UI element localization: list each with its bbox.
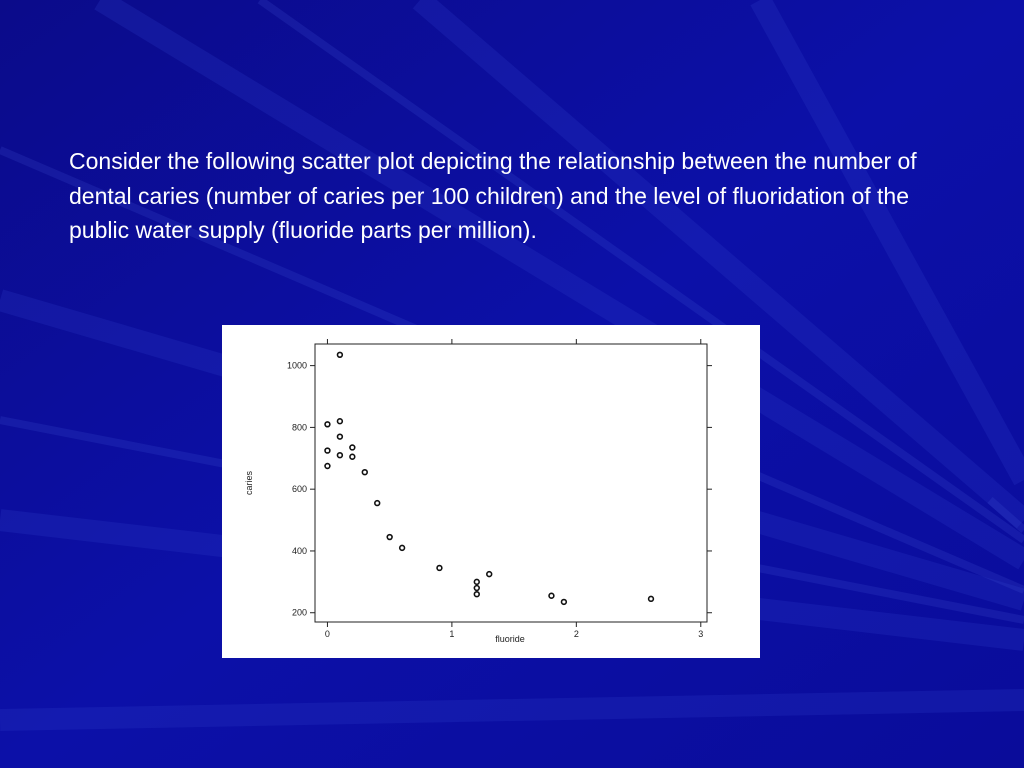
data-point xyxy=(337,352,342,357)
data-point xyxy=(350,445,355,450)
x-axis-title: fluoride xyxy=(495,634,525,644)
data-point xyxy=(337,453,342,458)
y-tick-label: 600 xyxy=(291,484,307,495)
data-point xyxy=(325,448,330,453)
x-axis-ticks xyxy=(325,339,703,639)
x-tick-label: 2 xyxy=(573,629,579,639)
y-tick-label: 800 xyxy=(291,422,307,433)
data-point xyxy=(474,592,479,597)
data-point xyxy=(437,566,442,571)
data-point xyxy=(325,422,330,427)
data-point xyxy=(337,434,342,439)
data-point xyxy=(387,535,392,540)
data-point xyxy=(375,501,380,506)
data-point xyxy=(561,600,566,605)
data-point xyxy=(474,586,479,591)
x-tick-label: 3 xyxy=(698,629,704,639)
data-point xyxy=(325,464,330,469)
plot-frame xyxy=(315,344,707,622)
y-tick-label: 200 xyxy=(291,607,307,618)
y-axis-title: caries xyxy=(244,470,254,496)
data-points xyxy=(325,352,653,604)
y-tick-label: 400 xyxy=(291,545,307,556)
data-point xyxy=(400,545,405,550)
y-tick-label: 1000 xyxy=(286,360,307,371)
data-point xyxy=(487,572,492,577)
data-point xyxy=(474,579,479,584)
data-point xyxy=(362,470,367,475)
scatter-plot xyxy=(222,325,760,658)
data-point xyxy=(350,454,355,459)
scatter-plot-svg xyxy=(222,325,760,658)
y-axis-ticks xyxy=(287,361,712,618)
data-point xyxy=(649,596,654,601)
x-tick-label: 0 xyxy=(324,629,330,639)
slide-body-text: Consider the following scatter plot depicting the relationship between the number of dental caries (number of caries per 100 children) and the level of fluoridation of the public water supply (fluoride parts per million). xyxy=(69,148,917,243)
x-tick-label: 1 xyxy=(449,629,455,639)
data-point xyxy=(549,593,554,598)
data-point xyxy=(337,419,342,424)
